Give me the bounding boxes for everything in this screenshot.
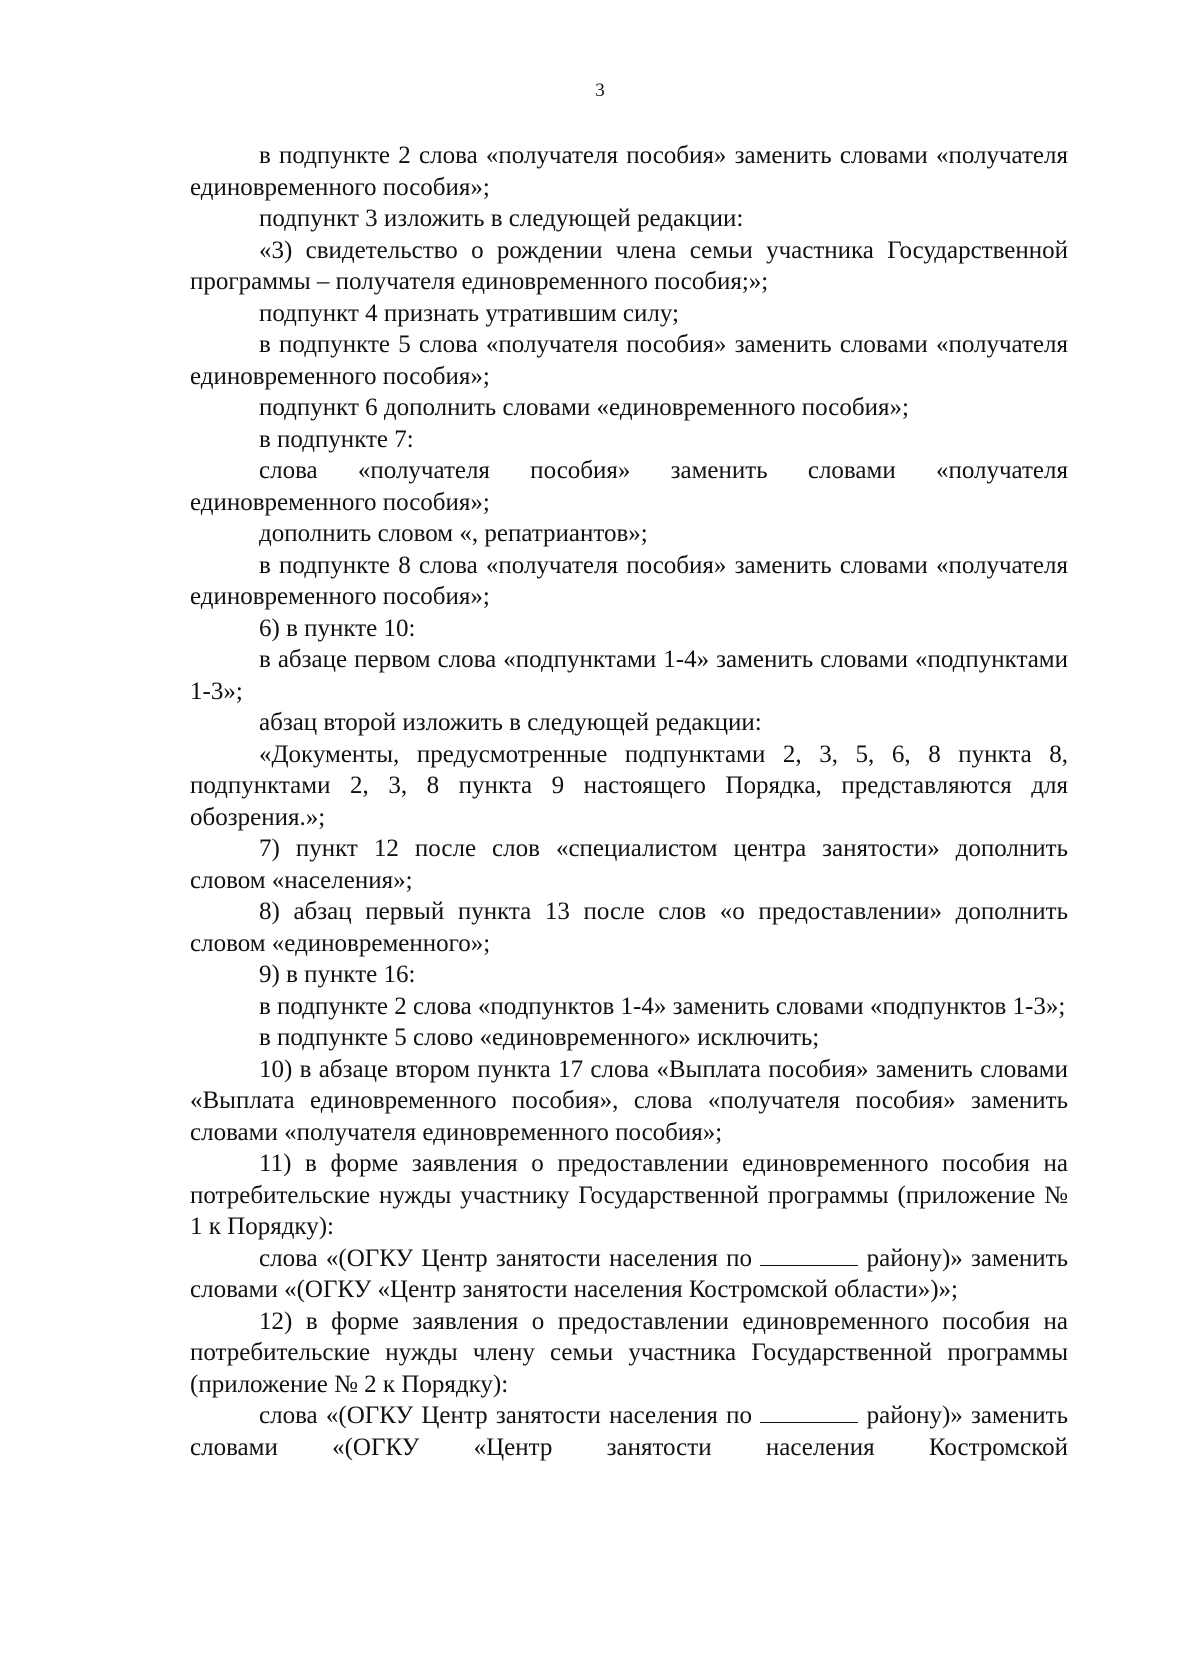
- paragraph: 7) пункт 12 после слов «специалистом центра занятости» дополнить словом «населения»;: [190, 835, 1068, 894]
- paragraph: в подпункте 5 слово «единовременного» исключить;: [259, 1024, 820, 1051]
- paragraph: дополнить словом «, репатриантов»;: [259, 520, 648, 547]
- paragraph: в абзаце первом слова «подпунктами 1-4» заменить словами «подпунктами 1-3»;: [190, 646, 1068, 705]
- blank-line: [760, 1243, 858, 1266]
- paragraph: подпункт 6 дополнить словами «единовременного пособия»;: [259, 394, 909, 421]
- paragraph: 10) в абзаце втором пункта 17 слова «Выплата пособия» заменить словами «Выплата единовременного пособия», слова «получателя пособия» заменить словами «получателя единовременного пособия»;: [190, 1055, 1068, 1146]
- paragraph: подпункт 4 признать утратившим силу;: [259, 299, 679, 327]
- paragraph: «Документы, предусмотренные подпунктами 2, 3, 5, 6, 8 пункта 8, подпунктами 2, 3, 8 пункта 9 настоящего Порядка, представляются для обозрения.»;: [190, 740, 1068, 831]
- paragraph: слова «получателя пособия» заменить словами «получателя единовременного пособия»;: [190, 457, 1068, 516]
- paragraph: 11) в форме заявления о предоставлении единовременного пособия на потребительские нужды участнику Государственной программы (приложение № 1 к Порядку):: [190, 1150, 1068, 1240]
- replacement-text-after: району)» заменить словами «(ОГКУ «Центр занятости населения Костромской: [190, 1402, 1069, 1461]
- paragraph: 6) в пункте 10:: [259, 614, 416, 642]
- paragraph: абзац второй изложить в следующей редакции:: [259, 709, 762, 736]
- replacement-text-after: району)» заменить словами «(ОГКУ «Центр занятости населения Костромской области»)»;: [190, 1244, 1069, 1303]
- paragraph: подпункт 3 изложить в следующей редакции:: [259, 205, 744, 232]
- replacement-paragraph-12: [190, 1400, 1068, 1463]
- paragraph: в подпункте 5 слова «получателя пособия» заменить словами «получателя единовременного пособия»;: [190, 331, 1068, 390]
- paragraph: 12) в форме заявления о предоставлении единовременного пособия на потребительские нужды члену семьи участника Государственной программы (приложение № 2 к Порядку):: [190, 1307, 1068, 1398]
- paragraph: 8) абзац первый пункта 13 после слов «о предоставлении» дополнить словом «единовременного»;: [190, 898, 1068, 957]
- paragraph: 9) в пункте 16:: [259, 961, 416, 988]
- paragraph: в подпункте 7:: [259, 425, 414, 453]
- page-number: 3: [595, 80, 605, 101]
- replacement-text-before: слова «(ОГКУ Центр занятости населения по: [259, 1402, 753, 1429]
- replacement-text-before: слова «(ОГКУ Центр занятости населения по: [259, 1244, 753, 1272]
- paragraph: в подпункте 2 слова «получателя пособия» заменить словами «получателя единовременного пособия»;: [190, 142, 1068, 201]
- paragraph: в подпункте 8 слова «получателя пособия» заменить словами «получателя единовременного пособия»;: [190, 551, 1068, 610]
- paragraph: «3) свидетельство о рождении члена семьи участника Государственной программы – получателя единовременного пособия;»;: [190, 236, 1068, 295]
- paragraph: в подпункте 2 слова «подпунктов 1-4» заменить словами «подпунктов 1-3»;: [259, 992, 1066, 1020]
- document-body: [190, 140, 1068, 1463]
- replacement-paragraph-11: [190, 1243, 1068, 1306]
- blank-line: [760, 1400, 858, 1423]
